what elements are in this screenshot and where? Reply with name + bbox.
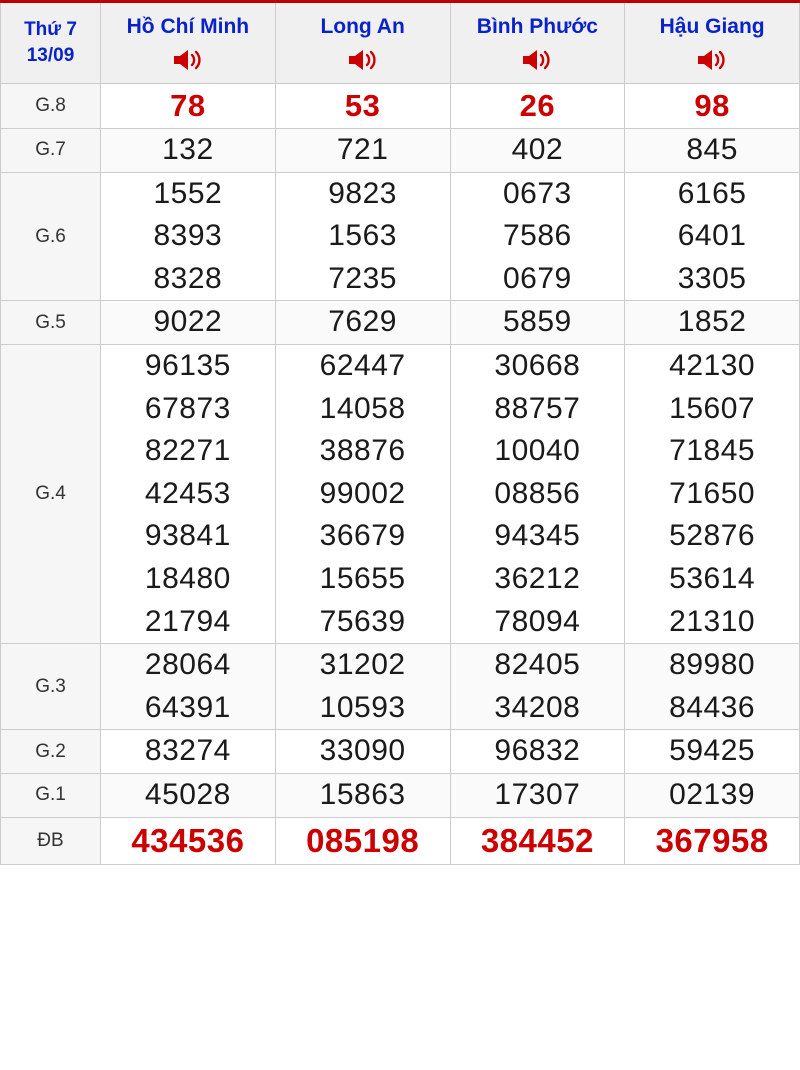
prize-cell	[275, 344, 450, 643]
prize-cell	[101, 773, 276, 817]
prize-cell	[101, 344, 276, 643]
number: 1563	[328, 219, 397, 253]
number: 52876	[669, 519, 756, 553]
number: 21310	[669, 604, 756, 638]
table-header	[1, 2, 800, 84]
number: 82405	[494, 648, 581, 682]
province-name-0: Hồ Chí Minh	[126, 15, 250, 39]
number: 38876	[319, 434, 406, 468]
prize-cell	[450, 301, 625, 345]
number: 7629	[328, 305, 397, 339]
table-row	[1, 644, 800, 730]
number: 845	[686, 133, 738, 167]
number: 94345	[494, 519, 581, 553]
number: 42453	[144, 476, 231, 510]
number: 8393	[153, 219, 223, 253]
prize-cell	[275, 644, 450, 730]
number: 15607	[669, 391, 756, 425]
table-row	[1, 172, 800, 301]
header-row	[1, 2, 800, 84]
header-date-cell	[1, 2, 101, 84]
prize-cell	[625, 129, 800, 173]
prize-cell	[275, 301, 450, 345]
number: 30668	[494, 348, 581, 382]
number: 99002	[319, 476, 406, 510]
prize-label: G.3	[1, 644, 101, 730]
table-row	[1, 344, 800, 643]
number: 42130	[669, 348, 756, 382]
number: 08856	[494, 476, 581, 510]
prize-cell	[625, 644, 800, 730]
prize-cell	[275, 172, 450, 301]
number: 14058	[319, 391, 406, 425]
prize-cell	[450, 730, 625, 774]
number: 21794	[144, 604, 231, 638]
number: 96832	[494, 734, 581, 768]
header-date-day: 13/09	[26, 45, 75, 66]
number: 367958	[655, 821, 769, 859]
number: 53	[344, 88, 381, 123]
number: 83274	[144, 734, 231, 768]
prize-label: G.8	[1, 84, 101, 129]
number: 96135	[144, 348, 231, 382]
number: 84436	[669, 690, 756, 724]
table-row	[1, 301, 800, 345]
number: 1552	[153, 176, 223, 210]
number: 31202	[319, 648, 406, 682]
header-province-3[interactable]	[625, 2, 800, 84]
number: 15655	[319, 561, 406, 595]
prize-cell	[101, 84, 276, 129]
speaker-icon[interactable]	[276, 47, 450, 73]
prize-label: G.6	[1, 172, 101, 301]
number: 64391	[144, 690, 231, 724]
prize-cell	[625, 344, 800, 643]
speaker-icon[interactable]	[101, 47, 275, 73]
prize-cell	[101, 730, 276, 774]
table-row	[1, 817, 800, 865]
prize-cell	[450, 129, 625, 173]
number: 71650	[669, 476, 756, 510]
number: 0673	[503, 176, 572, 210]
header-province-2[interactable]	[450, 2, 625, 84]
prize-cell	[625, 730, 800, 774]
number: 18480	[144, 561, 231, 595]
number: 45028	[144, 777, 231, 811]
number: 53614	[669, 561, 756, 595]
number: 7235	[328, 261, 397, 295]
prize-cell	[275, 817, 450, 865]
number: 36679	[319, 519, 406, 553]
number: 6165	[677, 176, 747, 210]
number: 8328	[153, 261, 223, 295]
prize-cell	[101, 817, 276, 865]
number: 17307	[494, 777, 581, 811]
prize-cell	[625, 817, 800, 865]
table-row	[1, 773, 800, 817]
prize-cell	[275, 730, 450, 774]
prize-cell	[275, 84, 450, 129]
number: 82271	[144, 434, 231, 468]
prize-cell	[450, 344, 625, 643]
prize-label: G.5	[1, 301, 101, 345]
province-name-1: Long An	[320, 15, 405, 39]
header-date-weekday: Thứ 7	[24, 19, 77, 41]
prize-cell	[450, 773, 625, 817]
prize-cell	[450, 172, 625, 301]
prize-cell	[101, 301, 276, 345]
prize-label: G.7	[1, 129, 101, 173]
number: 1852	[677, 305, 747, 339]
number: 9823	[328, 176, 397, 210]
number: 085198	[306, 821, 420, 859]
prize-cell	[275, 129, 450, 173]
number: 0679	[503, 261, 572, 295]
prize-label: G.1	[1, 773, 101, 817]
number: 88757	[494, 391, 581, 425]
number: 75639	[319, 604, 406, 638]
prize-cell	[625, 773, 800, 817]
number: 33090	[319, 734, 406, 768]
number: 132	[162, 133, 214, 167]
table-body	[1, 84, 800, 865]
prize-cell	[625, 84, 800, 129]
number: 36212	[494, 561, 581, 595]
number: 02139	[669, 777, 756, 811]
number: 62447	[319, 348, 406, 382]
number: 9022	[153, 305, 223, 339]
number: 98	[694, 88, 730, 123]
number: 59425	[669, 734, 756, 768]
number: 67873	[144, 391, 231, 425]
number: 26	[519, 88, 556, 123]
number: 6401	[677, 219, 747, 253]
number: 10593	[319, 690, 406, 724]
number: 71845	[669, 434, 756, 468]
number: 3305	[677, 261, 747, 295]
table-row	[1, 730, 800, 774]
number: 384452	[480, 821, 594, 859]
province-name-3: Hậu Giang	[659, 15, 765, 39]
speaker-icon[interactable]	[451, 47, 625, 73]
prize-cell	[101, 644, 276, 730]
province-name-2: Bình Phước	[476, 15, 598, 39]
prize-cell	[101, 129, 276, 173]
number: 93841	[144, 519, 231, 553]
number: 34208	[494, 690, 581, 724]
prize-cell	[275, 773, 450, 817]
number: 7586	[503, 219, 572, 253]
number: 78	[170, 88, 206, 123]
number: 402	[511, 133, 564, 167]
number: 28064	[144, 648, 231, 682]
prize-label: ĐB	[1, 817, 101, 865]
prize-cell	[450, 84, 625, 129]
number: 721	[336, 133, 389, 167]
header-province-1[interactable]	[275, 2, 450, 84]
prize-cell	[101, 172, 276, 301]
number: 5859	[503, 305, 572, 339]
number: 78094	[494, 604, 581, 638]
speaker-icon[interactable]	[625, 47, 799, 73]
prize-cell	[450, 817, 625, 865]
prize-cell	[450, 644, 625, 730]
prize-cell	[625, 301, 800, 345]
prize-label: G.2	[1, 730, 101, 774]
number: 89980	[669, 648, 756, 682]
number: 15863	[319, 777, 406, 811]
header-province-0[interactable]	[101, 2, 276, 84]
number: 10040	[494, 434, 581, 468]
prize-label: G.4	[1, 344, 101, 643]
table-row	[1, 129, 800, 173]
number: 434536	[131, 821, 245, 859]
prize-cell	[625, 172, 800, 301]
table-row	[1, 84, 800, 129]
